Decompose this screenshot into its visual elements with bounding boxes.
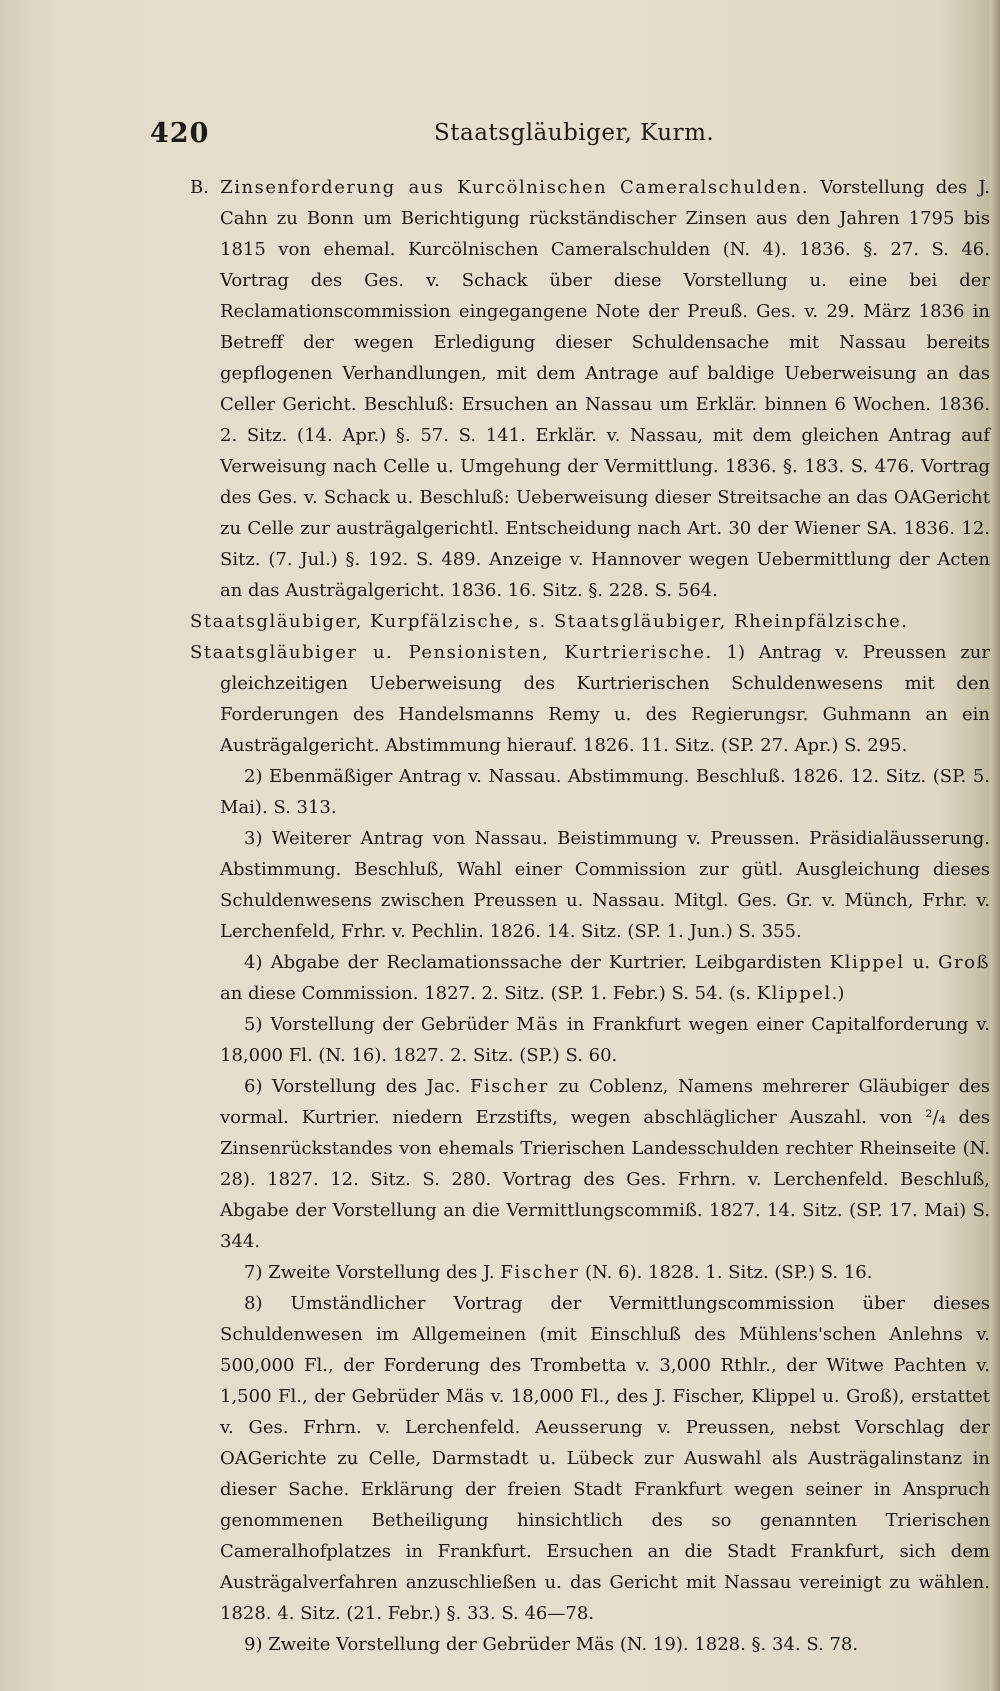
entry-text: (N. 6). 1828. 1. Sitz. (SP.) S. 16.: [579, 1262, 873, 1283]
entry-text: 3) Weiterer Antrag von Nassau. Beistimmung v. Preussen. Präsidialäusserung. Abstimmung. Beschluß, Wahl einer Commission zur gütl. Ausgleichung dieses Schuldenwesens zwischen Preussen u. Nassau. Mitgl. Ges. Gr. v. Münch, Frhr. v. Lerchenfeld, Frhr. v. Pechlin. 1826. 14. Sitz. (SP. 1. Jun.) S. 355.: [220, 828, 990, 942]
lemma-text: Klippel: [829, 952, 905, 973]
entry-text: an diese Commission. 1827. 2. Sitz. (SP. 1. Febr.) S. 54. (s.: [220, 983, 757, 1004]
entry-text: 6) Vorstellung des Jac.: [244, 1076, 470, 1097]
entry-text: 9) Zweite Vorstellung der Gebrüder Mäs (N. 19). 1828. §. 34. S. 78.: [244, 1634, 859, 1655]
index-entry: [150, 947, 990, 1009]
entry-text: 5) Vorstellung der Gebrüder: [244, 1014, 517, 1035]
index-entry: [150, 1071, 990, 1257]
page-header: [150, 118, 990, 158]
lemma-text: Klippel: [756, 983, 832, 1004]
lemma-text: Fischer: [469, 1076, 549, 1097]
entry-text: zu Coblenz, Namens mehrerer Gläubiger des vormal. Kurtrier. niedern Erzstifts, wegen abschläglicher Auszahl. von ²/₄ des Zinsenrückstandes von ehemals Trierischen Landesschulden rechter Rheinseite (N. 28). 1827. 12. Sitz. S. 280. Vortrag des Ges. Frhrn. v. Lerchenfeld. Beschluß, Abgabe der Vorstellung an die Vermittlungscommiß. 1827. 14. Sitz. (SP. 17. Mai) S. 344.: [220, 1076, 990, 1252]
entry-text: in Frankfurt wegen einer Capitalforderung v. 18,000 Fl. (N. 16). 1827. 2. Sitz. (SP.) S. 60.: [220, 1014, 990, 1066]
page-edge-shadow: [990, 0, 1000, 1691]
index-entry: [150, 1257, 990, 1288]
index-entry: [150, 637, 990, 761]
lemma-text: Staatsgläubiger u. Pensionisten, Kurtrierische.: [190, 642, 713, 663]
index-entry: [150, 1288, 990, 1629]
page-content: [150, 118, 990, 1660]
index-entry: [150, 606, 990, 637]
entry-text: 8) Umständlicher Vortrag der Vermittlungscommission über dieses Schuldenwesen im Allgemeinen (mit Einschluß des Mühlens'schen Anlehns v. 500,000 Fl., der Forderung des Trombetta v. 3,000 Rthlr., der Witwe Pachten v. 1,500 Fl., der Gebrüder Mäs v. 18,000 Fl., des J. Fischer, Klippel u. Groß), erstattet v. Ges. Frhrn. v. Lerchenfeld. Aeusserung v. Preussen, nebst Vorschlag der OAGerichte zu Celle, Darmstadt u. Lübeck zur Auswahl als Austrägalinstanz in dieser Sache. Erklärung der freien Stadt Frankfurt wegen seiner in Anspruch genommenen Betheiligung hinsichtlich des so genannten Trierischen Cameralhofplatzes in Frankfurt. Ersuchen an die Stadt Frankfurt, sich dem Austrägalverfahren anzuschließen u. das Gericht mit Nassau vereinigt zu wählen. 1828. 4. Sitz. (21. Febr.) §. 33. S. 46—78.: [220, 1293, 990, 1624]
index-entry: [150, 761, 990, 823]
lemma-text: Mäs: [516, 1014, 560, 1035]
index-entries: [150, 172, 990, 1660]
entry-text: 7) Zweite Vorstellung des J.: [244, 1262, 501, 1283]
index-entry: [150, 1629, 990, 1660]
entry-text: 2) Ebenmäßiger Antrag v. Nassau. Abstimmung. Beschluß. 1826. 12. Sitz. (SP. 5. Mai). S. 313.: [220, 766, 990, 818]
entry-text: .): [831, 983, 845, 1004]
index-entry: [150, 172, 990, 606]
entry-text: u.: [904, 952, 939, 973]
index-entry: [150, 823, 990, 947]
entry-text: 4) Abgabe der Reclamationssache der Kurtrier. Leibgardisten: [244, 952, 830, 973]
lemma-text: Groß: [938, 952, 990, 973]
entry-text: B.: [190, 177, 221, 198]
running-title: Staatsgläubiger, Kurm.: [434, 120, 715, 146]
lemma-text: Fischer: [500, 1262, 580, 1283]
page-number: 420: [150, 118, 210, 149]
lemma-text: Zinsenforderung aus Kurcölnischen Cameralschulden.: [220, 177, 810, 198]
entry-text: Vorstellung des J. Cahn zu Bonn um Berichtigung rückständischer Zinsen aus den Jahren 1795 bis 1815 von ehemal. Kurcölnischen Cameralschulden (N. 4). 1836. §. 27. S. 46. Vortrag des Ges. v. Schack über diese Vorstellung u. eine bei der Reclamationscommission eingegangene Note der Preuß. Ges. v. 29. März 1836 in Betreff der wegen Erledigung dieser Schuldensache mit Nassau bereits gepflogenen Verhandlungen, mit dem Antrage auf baldige Ueberweisung an das Celler Gericht. Beschluß: Ersuchen an Nassau um Erklär. binnen 6 Wochen. 1836. 2. Sitz. (14. Apr.) §. 57. S. 141. Erklär. v. Nassau, mit dem gleichen Antrag auf Verweisung nach Celle u. Umgehung der Vermittlung. 1836. §. 183. S. 476. Vortrag des Ges. v. Schack u. Beschluß: Ueberweisung dieser Streitsache an das OAGericht zu Celle zur austrägalgerichtl. Entscheidung nach Art. 30 der Wiener SA. 1836. 12. Sitz. (7. Jul.) §. 192. S. 489. Anzeige v. Hannover wegen Uebermittlung der Acten an das Austrägalgericht. 1836. 16. Sitz. §. 228. S. 564.: [220, 177, 991, 601]
entry-text: 1) Antrag v. Preussen zur gleichzeitigen Ueberweisung des Kurtrierischen Schuldenwesens mit den Forderungen des Handelsmanns Remy u. des Regierungsr. Guhmann an ein Austrägalgericht. Abstimmung hierauf. 1826. 11. Sitz. (SP. 27. Apr.) S. 295.: [220, 642, 990, 756]
index-entry: [150, 1009, 990, 1071]
lemma-text: Staatsgläubiger, Kurpfälzische, s. Staatsgläubiger, Rheinpfälzische.: [190, 611, 909, 632]
